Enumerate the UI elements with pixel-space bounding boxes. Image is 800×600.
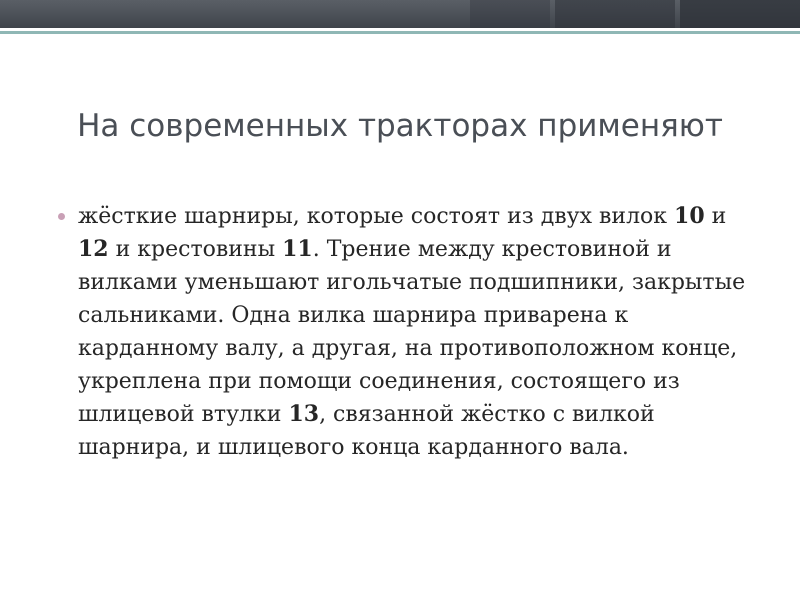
band-accent-shape xyxy=(470,0,550,28)
bullet-text: жёсткие шарниры, которые состоят из двух вилок xyxy=(78,204,675,229)
part-number: 12 xyxy=(78,236,109,262)
bullet-text: и xyxy=(704,204,727,229)
bullet-icon xyxy=(58,213,65,220)
bullet-list xyxy=(58,200,758,464)
part-number: 11 xyxy=(282,236,313,262)
bullet-item xyxy=(58,200,758,464)
band-accent-shape xyxy=(680,0,800,28)
part-number: 13 xyxy=(288,401,320,427)
bullet-text: и крестовины xyxy=(108,237,283,262)
bullet-text: , связанной жёстко с вилкой шарнира, и шлицевого конца карданного вала. xyxy=(78,402,655,460)
bullet-text: . Трение между крестовиной и вилками уменьшают игольчатые подшипники, закрытые сальниками. Одна вилка шарнира приварена к карданному валу, а другая, на противоположном конце, укреплена при помощи соединения, состоящего из шлицевой втулки xyxy=(78,237,746,427)
accent-line xyxy=(0,31,800,34)
slide-title: На современных тракторах применяют xyxy=(77,108,723,144)
part-number: 10 xyxy=(674,203,705,229)
band-accent-shape xyxy=(555,0,675,28)
